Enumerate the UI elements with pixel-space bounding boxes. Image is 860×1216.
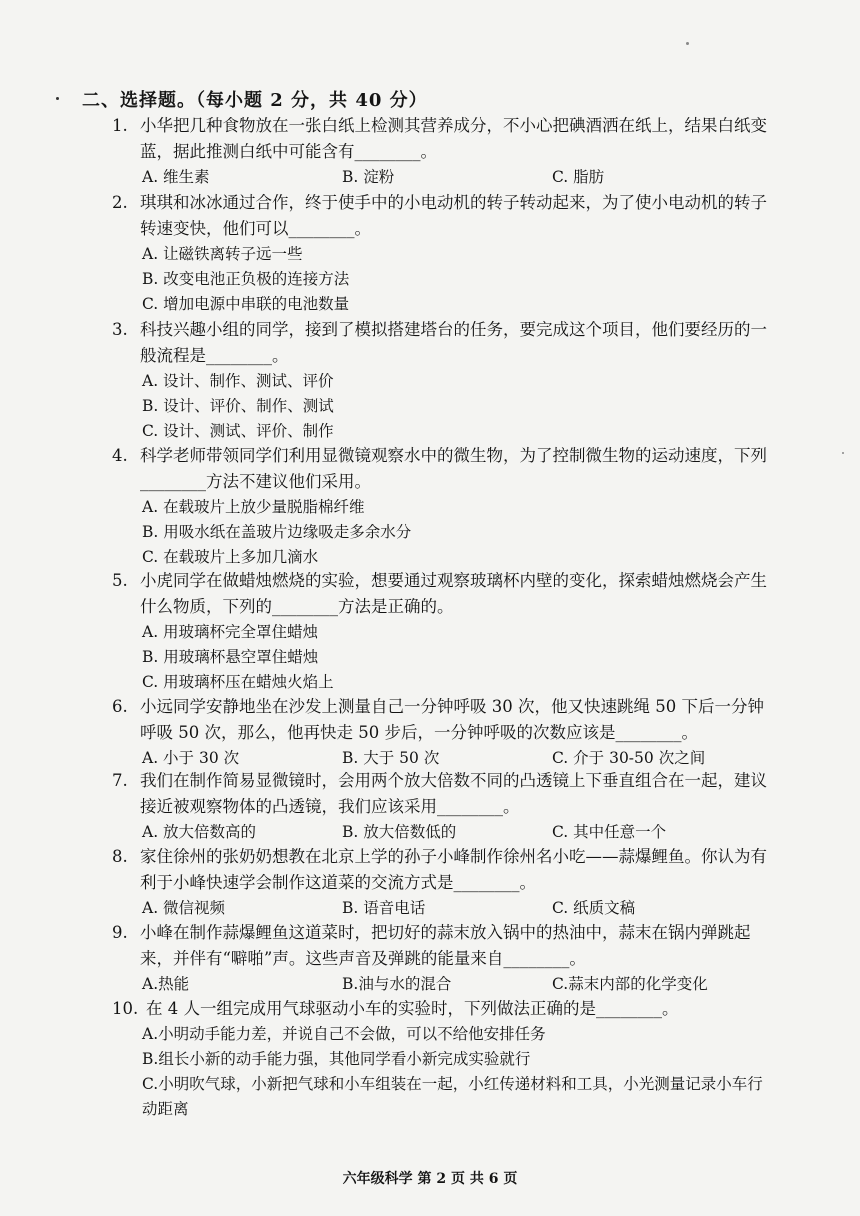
question-number: 5. [112, 571, 128, 590]
option-a: A. 微信视频 [142, 899, 226, 917]
option-c: C. 设计、测试、评价、制作 [142, 422, 334, 440]
option-c: C.蒜末内部的化学变化 [552, 975, 708, 993]
option-c: C. 在载玻片上多加几滴水 [142, 548, 319, 566]
option-a: A. 小于 30 次 [142, 749, 240, 767]
option-b: B. 用玻璃杯悬空罩住蜡烛 [142, 648, 319, 666]
scan-speck [842, 452, 844, 454]
option-a: A. 放大倍数高的 [142, 823, 257, 841]
options [112, 369, 772, 444]
question-number: 9. [112, 923, 128, 942]
option-b: B. 淀粉 [342, 168, 395, 186]
question-number: 7. [112, 771, 128, 790]
question-text: 琪琪和冰冰通过合作，终于使手中的小电动机的转子转动起来，为了使小电动机的转子转速变快，他们可以________。 [140, 193, 767, 238]
question-number: 8. [112, 847, 128, 866]
page-footer: 六年级科学 第 2 页 共 6 页 [342, 1171, 518, 1187]
question-2 [112, 190, 772, 317]
question-number: 10. [112, 999, 139, 1018]
option-b: B. 大于 50 次 [342, 749, 440, 767]
options [112, 972, 772, 997]
question-number: 1. [112, 116, 128, 135]
scan-speck [686, 42, 689, 45]
option-a: A. 在载玻片上放少量脱脂棉纤维 [142, 498, 365, 516]
option-b: B. 放大倍数低的 [342, 823, 457, 841]
options [112, 242, 772, 317]
question-5 [112, 568, 772, 695]
question-text: 科技兴趣小组的同学，接到了模拟搭建塔台的任务，要完成这个项目，他们要经历的一般流程是________。 [140, 320, 767, 365]
option-c: C. 其中任意一个 [552, 823, 667, 841]
options [112, 1022, 772, 1122]
question-9 [112, 920, 772, 997]
options [112, 165, 772, 190]
option-a: A. 用玻璃杯完全罩住蜡烛 [142, 623, 319, 641]
question-text: 科学老师带领同学们利用显微镜观察水中的微生物，为了控制微生物的运动速度，下列________方法不建议他们采用。 [140, 446, 767, 491]
options [112, 495, 772, 570]
option-b: B. 设计、评价、制作、测试 [142, 397, 334, 415]
question-1 [112, 113, 772, 190]
option-b: B. 用吸水纸在盖玻片边缘吸走多余水分 [142, 523, 412, 541]
question-text: 在 4 人一组完成用气球驱动小车的实验时，下列做法正确的是________。 [146, 999, 679, 1018]
scan-dot [56, 97, 59, 100]
section-title: 二、选择题。（每小题 2 分，共 40 分） [82, 90, 428, 111]
option-c: C. 脂肪 [552, 168, 605, 186]
option-b: B. 改变电池正负极的连接方法 [142, 270, 350, 288]
option-c: C. 纸质文稿 [552, 899, 636, 917]
option-b: B. 语音电话 [342, 899, 426, 917]
question-text: 小虎同学在做蜡烛燃烧的实验，想要通过观察玻璃杯内壁的变化，探索蜡烛燃烧会产生什么物质，下列的________方法是正确的。 [140, 571, 767, 616]
option-b: B.油与水的混合 [342, 975, 452, 993]
question-8 [112, 844, 772, 921]
question-text: 我们在制作简易显微镜时，会用两个放大倍数不同的凸透镜上下垂直组合在一起，建议接近被观察物体的凸透镜，我们应该采用________。 [140, 771, 767, 816]
question-text: 家住徐州的张奶奶想教在北京上学的孙子小峰制作徐州名小吃——蒜爆鲤鱼。你认为有利于小峰快速学会制作这道菜的交流方式是________。 [140, 847, 767, 892]
question-text: 小峰在制作蒜爆鲤鱼这道菜时，把切好的蒜末放入锅中的热油中，蒜末在锅内弹跳起来，并伴有“噼啪”声。这些声音及弹跳的能量来自________。 [140, 923, 751, 968]
question-number: 4. [112, 446, 128, 465]
question-number: 2. [112, 193, 128, 212]
question-text: 小华把几种食物放在一张白纸上检测其营养成分，不小心把碘酒洒在纸上，结果白纸变蓝，据此推测白纸中可能含有________。 [140, 116, 767, 161]
option-a: A. 维生素 [142, 168, 210, 186]
question-10 [112, 996, 772, 1122]
option-a: A.热能 [142, 975, 190, 993]
option-a: A.小明动手能力差，并说自己不会做，可以不给他安排任务 [142, 1025, 546, 1043]
question-number: 3. [112, 320, 128, 339]
question-text: 小远同学安静地坐在沙发上测量自己一分钟呼吸 30 次，他又快速跳绳 50 下后一分钟呼吸 50 次，那么，他再快走 50 步后，一分钟呼吸的次数应该是________。 [140, 697, 764, 742]
question-number: 6. [112, 697, 128, 716]
question-4 [112, 443, 772, 570]
question-6 [112, 694, 772, 771]
options [112, 620, 772, 695]
question-3 [112, 317, 772, 444]
options [112, 820, 772, 845]
option-b: B.组长小新的动手能力强，其他同学看小新完成实验就行 [142, 1050, 531, 1068]
question-7 [112, 768, 772, 845]
option-c: C. 增加电源中串联的电池数量 [142, 295, 350, 313]
option-c: C. 用玻璃杯压在蜡烛火焰上 [142, 673, 334, 691]
option-c: C.小明吹气球，小新把气球和小车组装在一起，小红传递材料和工具，小光测量记录小车行动距离 [142, 1075, 763, 1118]
option-a: A. 设计、制作、测试、评价 [142, 372, 334, 390]
option-c: C. 介于 30-50 次之间 [552, 749, 706, 767]
options [112, 896, 772, 921]
option-a: A. 让磁铁离转子远一些 [142, 245, 303, 263]
